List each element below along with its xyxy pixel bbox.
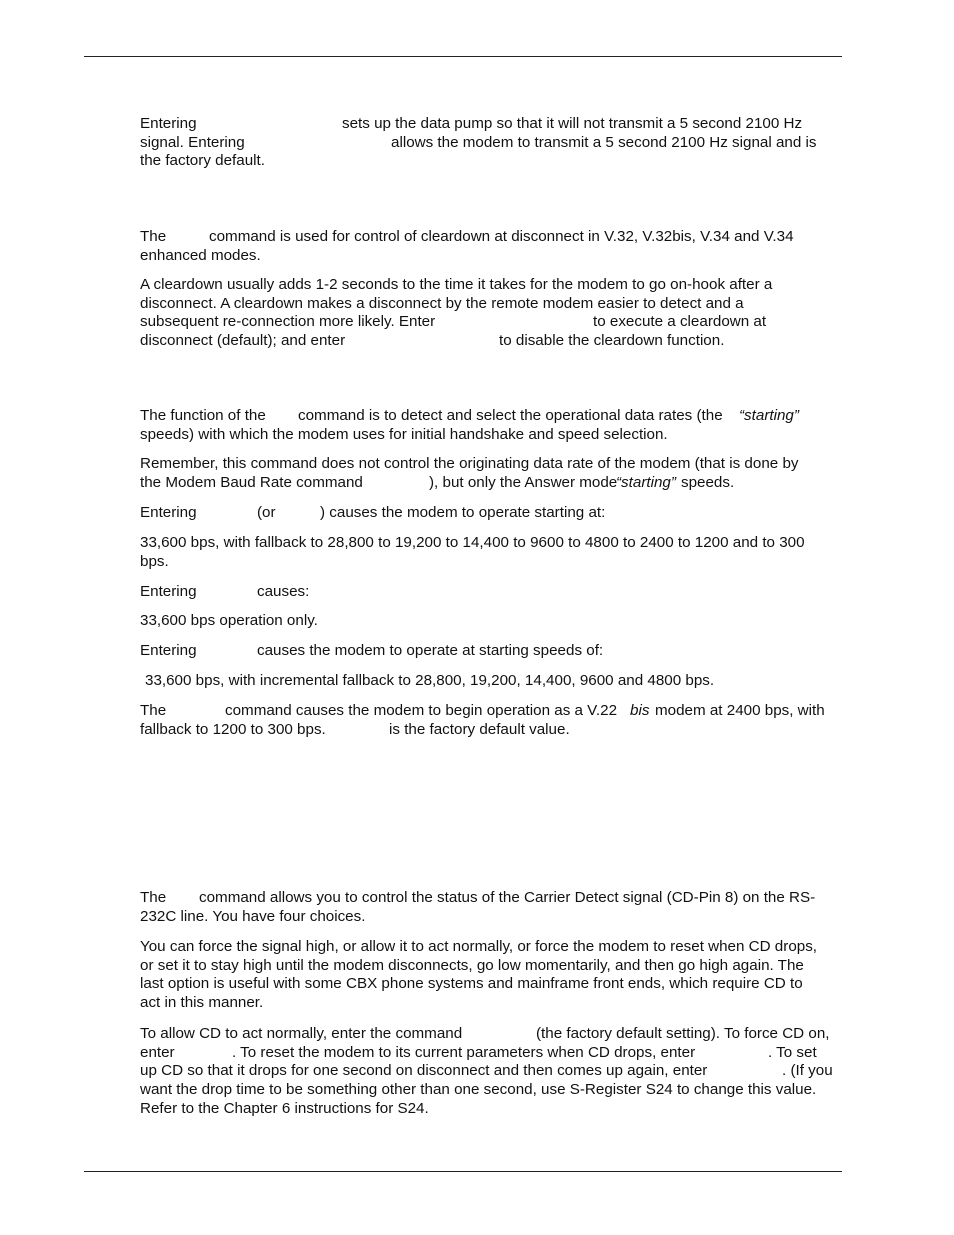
text: to execute a cleardown at — [593, 313, 767, 331]
paragraph-incremental-fallback — [140, 672, 840, 691]
text: signal. Entering — [140, 133, 245, 151]
text: . To set — [768, 1043, 817, 1061]
text: want the drop time to be something other than one second, use S-Register S24 to change this value. — [140, 1081, 817, 1099]
text: bis — [630, 702, 650, 719]
text: “starting” — [616, 473, 676, 491]
text: command is to detect and select the operational data rates (the — [298, 407, 723, 424]
text: To allow CD to act normally, enter the command — [140, 1025, 463, 1042]
paragraph-operation-only — [140, 612, 840, 631]
text: Remember, this command does not control the originating data rate of the modem (that is done by — [140, 455, 799, 472]
text: enter — [140, 1043, 175, 1061]
text: “starting” — [739, 407, 799, 424]
text: ) causes the modem to operate starting at: — [320, 504, 606, 521]
text: modem at 2400 bps, with — [655, 702, 825, 719]
text: 33,600 bps, with fallback to 28,800 to 19,200 to 14,400 to 9600 to 4800 to 2400 to 1200 and to 300 — [140, 534, 805, 551]
paragraph-entering-option-2 — [140, 583, 840, 602]
paragraph-carrier-detect-options — [140, 938, 840, 1013]
text: 33,600 bps, with incremental fallback to 28,800, 19,200, 14,400, 9600 and 4800 bps. — [145, 672, 715, 689]
text: command is used for control of cleardown at disconnect in V.32, V.32bis, V.34 and V.34 — [209, 228, 794, 245]
text: . (If you — [782, 1062, 833, 1080]
text: The function of the — [140, 407, 266, 424]
paragraph-data-rates-intro — [140, 407, 840, 444]
text: Refer to the Chapter 6 instructions for S24. — [140, 1099, 429, 1117]
footer-rule — [84, 1171, 842, 1172]
text: subsequent re-connection more likely. Enter — [140, 313, 436, 331]
paragraph-carrier-detect-intro — [140, 889, 840, 926]
text: the Modem Baud Rate command — [140, 473, 363, 491]
text: or set it to stay high until the modem disconnects, go low momentarily, and then go high again. The — [140, 956, 804, 974]
paragraph-answer-tone — [140, 115, 840, 171]
text: Entering — [140, 504, 197, 521]
paragraph-entering-option-1 — [140, 504, 840, 523]
text: A cleardown usually adds 1-2 seconds to the time it takes for the modem to go on-hook after a — [140, 276, 773, 293]
text: Entering — [140, 642, 197, 659]
header-rule — [84, 56, 842, 57]
text: up CD so that it drops for one second on disconnect and then comes up again, enter — [140, 1062, 708, 1080]
text: command allows you to control the status of the Carrier Detect signal (CD-Pin 8) on the RS- — [199, 889, 816, 906]
paragraph-cleardown-intro — [140, 228, 840, 265]
text: ), but only the Answer mode — [429, 473, 618, 491]
text: The — [140, 889, 167, 906]
text: to disable the cleardown function. — [499, 332, 725, 350]
text: bps. — [140, 552, 169, 570]
text: You can force the signal high, or allow it to act normally, or force the modem to reset when CD drops, — [140, 938, 818, 955]
text: causes the modem to operate at starting speeds of: — [257, 642, 604, 659]
text: enhanced modes. — [140, 246, 261, 264]
text: allows the modem to transmit a 5 second 2100 Hz signal and is — [391, 133, 817, 151]
text: The — [140, 702, 167, 719]
text: the factory default. — [140, 152, 265, 170]
text: Entering — [140, 115, 197, 132]
text: last option is useful with some CBX phone systems and mainframe front ends, which require CD to — [140, 975, 803, 993]
paragraph-v22bis — [140, 702, 840, 739]
paragraph-fallback-list — [140, 534, 840, 571]
paragraph-cleardown-detail — [140, 276, 840, 351]
text: Entering — [140, 583, 197, 600]
paragraph-remember — [140, 455, 840, 492]
text: disconnect (default); and enter — [140, 332, 346, 350]
paragraph-carrier-detect-commands — [140, 1025, 840, 1118]
text: sets up the data pump so that it will not transmit a 5 second 2100 Hz — [342, 115, 803, 132]
text: (or — [257, 504, 276, 521]
text: fallback to 1200 to 300 bps. — [140, 720, 326, 738]
text: causes: — [257, 583, 310, 600]
text: speeds. — [681, 473, 735, 491]
text: 33,600 bps operation only. — [140, 612, 318, 629]
text: 232C line. You have four choices. — [140, 907, 366, 925]
text: disconnect. A cleardown makes a disconnect by the remote modem easier to detect and a — [140, 294, 744, 312]
text: The — [140, 228, 167, 245]
text: act in this manner. — [140, 994, 264, 1012]
text: . To reset the modem to its current parameters when CD drops, enter — [232, 1043, 696, 1061]
paragraph-entering-option-3 — [140, 642, 840, 661]
text: is the factory default value. — [389, 720, 570, 738]
text: (the factory default setting). To force CD on, — [536, 1025, 830, 1042]
text: speeds) with which the modem uses for initial handshake and speed selection. — [140, 425, 668, 443]
text: command causes the modem to begin operation as a V.22 — [225, 702, 618, 719]
